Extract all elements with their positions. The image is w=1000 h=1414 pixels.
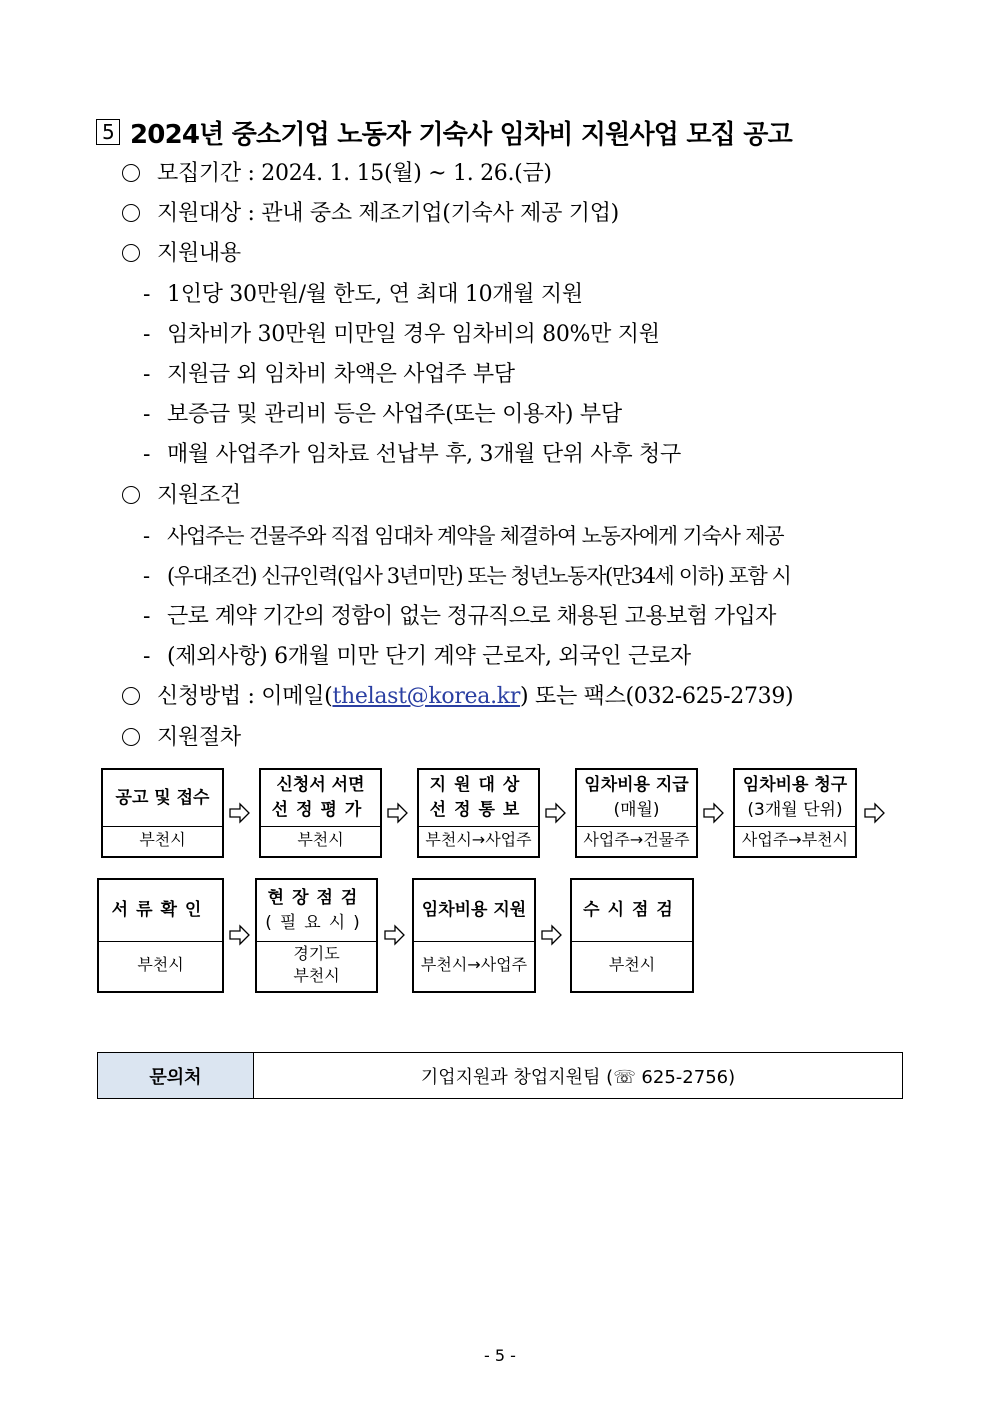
- flow-step-rent-support: 임차비용 지원 부천시→사업주: [412, 878, 536, 993]
- contact-value: 기업지원과 창업지원팀 (☏ 625-2756): [420, 1066, 736, 1088]
- flow-step-announce: 공고 및 접수 부천시: [101, 768, 224, 858]
- page-title: [96, 114, 792, 150]
- item-content-heading: 지원내용: [122, 239, 241, 269]
- condition-item: - (제외사항) 6개월 미만 단기 계약 근로자, 외국인 근로자: [143, 644, 691, 669]
- flow-step-evaluation: 신청서 서면 선정평가 부천시: [259, 768, 382, 858]
- right-arrow-icon: [229, 924, 251, 946]
- item-apply: 신청방법 : 이메일(thelast@korea.kr) 또는 팩스(032-625-2739): [122, 682, 793, 712]
- section-number: 5: [96, 119, 120, 145]
- condition-item: - 사업주는 건물주와 직접 임대차 계약을 체결하여 노동자에게 기숙사 제공: [143, 524, 784, 548]
- content-item: - 지원금 외 임차비 차액은 사업주 부담: [143, 362, 515, 387]
- right-arrow-icon: [384, 924, 406, 946]
- email-link[interactable]: thelast@korea.kr: [332, 684, 521, 709]
- right-arrow-icon: [545, 802, 567, 824]
- flow-step-payment: 임차비용 지급 (매월) 사업주→건물주: [575, 768, 698, 858]
- content-item: - 1인당 30만원/월 한도, 연 최대 10개월 지원: [143, 282, 583, 307]
- item-conditions-heading: 지원조건: [122, 481, 241, 511]
- content-item: - 보증금 및 관리비 등은 사업주(또는 이용자) 부담: [143, 402, 622, 427]
- right-arrow-icon: [229, 802, 251, 824]
- circle-bullet-icon: [122, 728, 140, 746]
- right-arrow-icon: [864, 802, 886, 824]
- contact-label: 문의처: [98, 1053, 254, 1098]
- flow-step-document-check: 서류확인 부천시: [97, 878, 224, 993]
- item-period: 모집기간 : 2024. 1. 15(월) ~ 1. 26.(금): [122, 159, 552, 189]
- right-arrow-icon: [703, 802, 725, 824]
- flow-step-spot-check: 수시점검 부천시: [570, 878, 694, 993]
- right-arrow-icon: [541, 924, 563, 946]
- item-procedure-heading: 지원절차: [122, 723, 241, 753]
- content-item: - 임차비가 30만원 미만일 경우 임차비의 80%만 지원: [143, 322, 660, 347]
- flow-step-claim: 임차비용 청구 (3개월 단위) 사업주→부천시: [733, 768, 857, 858]
- condition-item: - (우대조건) 신규인력(입사 3년미만) 또는 청년노동자(만34세 이하) 포함 시: [143, 564, 791, 588]
- circle-bullet-icon: [122, 687, 140, 705]
- right-arrow-icon: [387, 802, 409, 824]
- flow-step-site-inspection: 현장점검 (필요시) 경기도 부천시: [255, 878, 378, 993]
- contact-table: [97, 1052, 903, 1099]
- page-number: - 5 -: [484, 1346, 516, 1365]
- circle-bullet-icon: [122, 244, 140, 262]
- condition-item: - 근로 계약 기간의 정함이 없는 정규직으로 채용된 고용보험 가입자: [143, 604, 776, 629]
- title-text: 2024년 중소기업 노동자 기숙사 임차비 지원사업 모집 공고: [130, 119, 792, 150]
- circle-bullet-icon: [122, 164, 140, 182]
- circle-bullet-icon: [122, 204, 140, 222]
- flow-step-notify: 지원대상 선정통보 부천시→사업주: [417, 768, 540, 858]
- circle-bullet-icon: [122, 486, 140, 504]
- item-target: 지원대상 : 관내 중소 제조기업(기숙사 제공 기업): [122, 199, 619, 229]
- content-item: - 매월 사업주가 임차료 선납부 후, 3개월 단위 사후 청구: [143, 442, 681, 467]
